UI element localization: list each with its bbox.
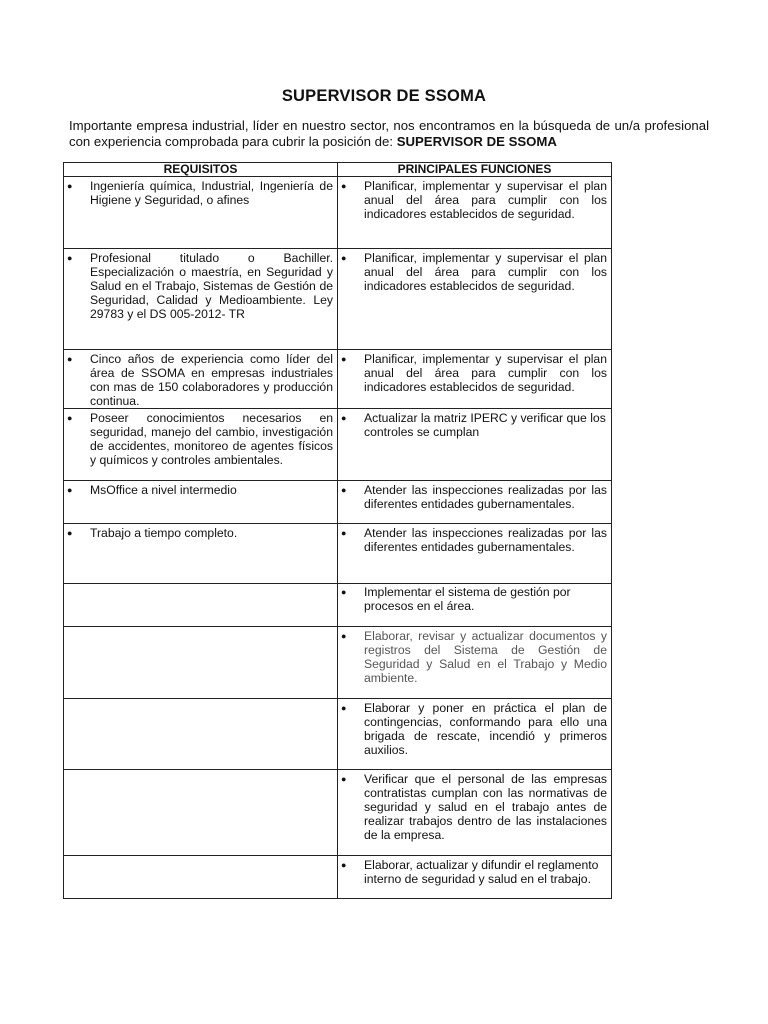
funcion-cell [338, 409, 612, 481]
bullet-icon: ● [67, 354, 73, 364]
requisito-cell [64, 177, 338, 249]
bullet-icon: ● [341, 413, 347, 423]
table-header-row [64, 163, 612, 177]
funcion-cell [338, 177, 612, 249]
funcion-cell [338, 249, 612, 350]
funcion-cell [338, 481, 612, 524]
funcion-cell [338, 856, 612, 899]
funcion-cell [338, 584, 612, 627]
table-row [64, 770, 612, 856]
header-funciones: PRINCIPALES FUNCIONES [338, 163, 612, 177]
table-row [64, 481, 612, 524]
requisito-cell [64, 481, 338, 524]
funcion-cell [338, 524, 612, 584]
funcion-cell [338, 350, 612, 409]
requisito-cell-empty [64, 856, 338, 899]
intro-position: SUPERVISOR DE SSOMA [396, 134, 557, 149]
funcion-text: Elaborar, actualizar y difundir el reglamento interno de seguridad y salud en el trabajo. [364, 858, 599, 886]
requisito-text: Cinco años de experiencia como líder del área de SSOMA en empresas industriales con mas de 150 colaboradores y producción continua. [90, 352, 333, 408]
bullet-icon: ● [341, 703, 347, 713]
table-row [64, 524, 612, 584]
funcion-cell [338, 699, 612, 770]
requisito-cell-empty [64, 770, 338, 856]
bullet-icon: ● [67, 413, 73, 423]
requisito-cell [64, 350, 338, 409]
bullet-icon: ● [341, 528, 347, 538]
requisito-cell-empty [64, 627, 338, 699]
requisito-cell-empty [64, 584, 338, 627]
requisito-cell-empty [64, 699, 338, 770]
requisito-text: Ingeniería química, Industrial, Ingeniería de Higiene y Seguridad, o afines [90, 179, 333, 207]
bullet-icon: ● [341, 774, 347, 784]
bullet-icon: ● [67, 485, 73, 495]
bullet-icon: ● [67, 181, 73, 191]
funcion-text: Actualizar la matriz IPERC y verificar que los controles se cumplan [364, 411, 606, 439]
requirements-table [63, 162, 612, 899]
table-row [64, 409, 612, 481]
funcion-text: Elaborar y poner en práctica el plan de contingencias, conformando para ello una brigada de rescate, incendió y primeros auxilios. [364, 701, 607, 757]
funcion-cell [338, 770, 612, 856]
funcion-text: Verificar que el personal de las empresas contratistas cumplan con las normativas de seguridad y salud en el trabajo antes de realizar trabajos dentro de las instalaciones de la empresa. [364, 772, 607, 842]
requisito-text: Poseer conocimientos necesarios en seguridad, manejo del cambio, investigación de accidentes, monitoreo de agentes físicos y químicos y controles ambientales. [90, 411, 333, 467]
funcion-text: Atender las inspecciones realizadas por las diferentes entidades gubernamentales. [364, 526, 607, 554]
bullet-icon: ● [341, 253, 347, 263]
header-requisitos: REQUISITOS [64, 163, 338, 177]
bullet-icon: ● [341, 587, 347, 597]
table-row [64, 350, 612, 409]
bullet-icon: ● [341, 181, 347, 191]
bullet-icon: ● [341, 631, 347, 641]
requisito-cell [64, 409, 338, 481]
funcion-text: Implementar el sistema de gestión por procesos en el área. [364, 585, 571, 613]
bullet-icon: ● [341, 354, 347, 364]
requisito-text: Profesional titulado o Bachiller. Especialización o maestría, en Seguridad y Salud en el Trabajo, Sistemas de Gestión de Seguridad, Calidad y Medioambiente. Ley 29783 y el DS 005-2012- TR [90, 251, 333, 321]
table-row [64, 249, 612, 350]
bullet-icon: ● [67, 528, 73, 538]
funcion-text: Atender las inspecciones realizadas por las diferentes entidades gubernamentales. [364, 483, 607, 511]
table-row [64, 177, 612, 249]
bullet-icon: ● [67, 253, 73, 263]
document-title: SUPERVISOR DE SSOMA [281, 87, 487, 105]
funcion-text: Planificar, implementar y supervisar el plan anual del área para cumplir con los indicadores establecidos de seguridad. [364, 179, 607, 221]
funcion-cell [338, 627, 612, 699]
funcion-text: Elaborar, revisar y actualizar documentos y registros del Sistema de Gestión de Seguridad y Salud en el Trabajo y Medio ambiente. [364, 629, 607, 685]
requisito-cell [64, 524, 338, 584]
table-row [64, 699, 612, 770]
requisito-text: MsOffice a nivel intermedio [90, 483, 237, 497]
table-row [64, 856, 612, 899]
table-row [64, 627, 612, 699]
table-row [64, 584, 612, 627]
bullet-icon: ● [341, 485, 347, 495]
funcion-text: Planificar, implementar y supervisar el plan anual del área para cumplir con los indicadores establecidos de seguridad. [364, 251, 607, 293]
requisito-cell [64, 249, 338, 350]
bullet-icon: ● [341, 860, 347, 870]
intro-paragraph [69, 118, 709, 150]
intro-text: Importante empresa industrial, líder en nuestro sector, nos encontramos en la búsqueda de un/a profesional con experiencia comprobada para cubrir la posición de: [69, 118, 709, 149]
requisito-text: Trabajo a tiempo completo. [90, 526, 238, 540]
funcion-text: Planificar, implementar y supervisar el plan anual del área para cumplir con los indicadores establecidos de seguridad. [364, 352, 607, 394]
